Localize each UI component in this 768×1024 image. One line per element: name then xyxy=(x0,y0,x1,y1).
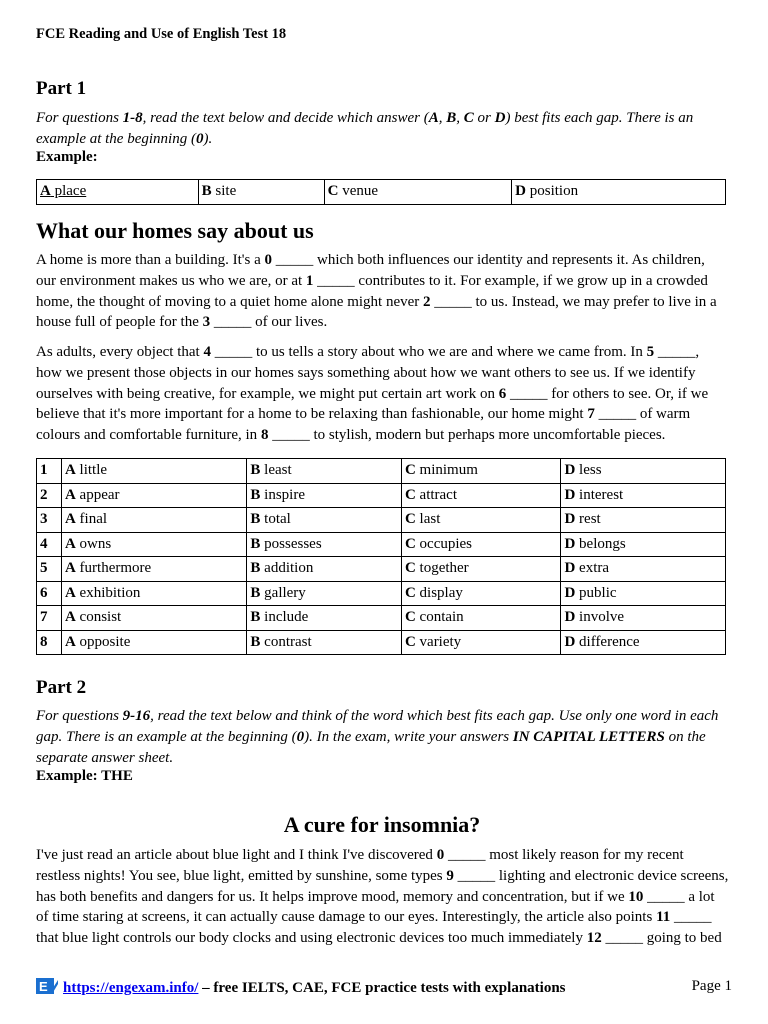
option-letter: A xyxy=(40,183,51,199)
bold-run: 0 xyxy=(195,130,204,147)
answer-option-b: B least xyxy=(247,459,402,484)
example-option-c xyxy=(324,180,512,205)
answer-row xyxy=(37,508,726,533)
question-number: 5 xyxy=(37,557,62,582)
answer-option-d: D public xyxy=(561,581,726,606)
bold-run: D xyxy=(494,110,506,126)
answer-row xyxy=(37,630,726,655)
example-row xyxy=(37,180,726,205)
text-run: ). In the exam, write your answers xyxy=(304,728,513,745)
answer-option-a: A owns xyxy=(61,532,246,557)
answer-option-c: C occupies xyxy=(401,532,561,557)
text-run: _____ to us tells a story about who we are and where we came from. In xyxy=(210,344,647,360)
text-run: _____ most likely reason for my recent restless nights! You see, blue light, emitted by sunshine, some types xyxy=(36,847,684,884)
bold-run: 0 xyxy=(296,728,305,745)
answer-option-c: C together xyxy=(401,557,561,582)
footer-tagline: – free IELTS, CAE, FCE practice tests with explanations xyxy=(198,980,566,996)
answer-option-c: C variety xyxy=(401,630,561,655)
question-number: 4 xyxy=(37,532,62,557)
bold-run: 2 xyxy=(423,293,431,310)
part1-heading: Part 1 xyxy=(36,78,87,99)
engexam-link[interactable]: https://engexam.info/ xyxy=(63,980,199,996)
option-word: venue xyxy=(338,183,379,199)
example-options-table xyxy=(36,179,726,205)
bold-run: 7 xyxy=(587,406,595,423)
answer-row xyxy=(37,483,726,508)
text-run: _____ which both influences our identity and represents it. As children, our environment makes us who we are, or at xyxy=(36,252,705,289)
part2-heading: Part 2 xyxy=(36,677,87,698)
option-word: place xyxy=(50,183,87,199)
answer-option-a: A final xyxy=(61,508,246,533)
text-run: _____ going to bed xyxy=(601,930,722,947)
part2-instructions xyxy=(36,706,728,768)
text-run: I've just read an article about blue light and I think I've discovered xyxy=(36,847,437,863)
option-word: site xyxy=(211,183,237,199)
text-run: _____ that blue light controls our body clocks and using electronic devices too much immediately xyxy=(36,909,712,947)
text-run: _____, how we present those objects in our homes says something about how we want others to see us. If we identify ourselves with being creative, for example, we might put certain art work on xyxy=(36,344,700,402)
answer-option-d: D extra xyxy=(561,557,726,582)
answer-option-c: C display xyxy=(401,581,561,606)
bold-run: A xyxy=(428,110,439,126)
text-run: For questions xyxy=(36,110,123,126)
bold-run: C xyxy=(463,110,474,126)
text-run: , read the text below and think of the word which best fits each gap. Use only one word in each gap. There is an example at the beginning ( xyxy=(36,708,719,745)
text-run: ). xyxy=(203,130,213,147)
example-option-b xyxy=(198,180,324,205)
answer-option-d: D less xyxy=(561,459,726,484)
answer-option-d: D rest xyxy=(561,508,726,533)
text-run: As adults, every object that xyxy=(36,344,204,360)
answer-option-b: B addition xyxy=(247,557,402,582)
bold-run: 11 xyxy=(656,909,671,926)
answer-option-a: A appear xyxy=(61,483,246,508)
answer-option-a: A opposite xyxy=(61,630,246,655)
answer-row xyxy=(37,581,726,606)
part2-text-title: A cure for insomnia? xyxy=(283,812,481,837)
text-run: _____ to stylish, modern but perhaps more uncomfortable pieces. xyxy=(268,427,666,444)
answer-option-c: C minimum xyxy=(401,459,561,484)
bold-run: 5 xyxy=(646,344,655,360)
bold-run: IN CAPITAL LETTERS xyxy=(512,728,665,745)
question-number: 7 xyxy=(37,606,62,631)
footer xyxy=(36,978,732,997)
text-run: A home is more than a building. It's a xyxy=(36,252,265,268)
text-run: _____ to us. Instead, we may prefer to live in a house full of people for the xyxy=(36,293,717,331)
option-letter: C xyxy=(327,183,339,199)
answer-option-a: A furthermore xyxy=(61,557,246,582)
bold-run: 3 xyxy=(202,314,211,331)
bold-run: B xyxy=(446,110,457,126)
answer-option-b: B total xyxy=(247,508,402,533)
answer-option-b: B gallery xyxy=(247,581,402,606)
question-number: 3 xyxy=(37,508,62,533)
text-run: on the separate answer sheet. xyxy=(36,728,706,766)
question-number: 2 xyxy=(37,483,62,508)
answer-option-b: B inspire xyxy=(247,483,402,508)
text-run: , xyxy=(456,110,464,126)
bold-run: 8 xyxy=(260,427,269,444)
text-run: , read the text below and decide which answer ( xyxy=(142,110,429,126)
example-option-a xyxy=(37,180,199,205)
answer-row xyxy=(37,532,726,557)
question-number: 8 xyxy=(37,630,62,655)
answer-option-a: A consist xyxy=(61,606,246,631)
answer-option-d: D difference xyxy=(561,630,726,655)
text-run: _____ for others to see. Or, if we believe that it's more important for a home to be relaxing than fashionable, our home might xyxy=(36,385,709,423)
answers-table xyxy=(36,458,726,655)
bold-run: 12 xyxy=(586,930,602,947)
text-run: _____ of our lives. xyxy=(210,314,328,331)
bold-run: 9 xyxy=(446,867,454,884)
question-number: 1 xyxy=(37,459,62,484)
answer-option-a: A little xyxy=(61,459,246,484)
answer-option-c: C last xyxy=(401,508,561,533)
answer-option-c: C contain xyxy=(401,606,561,631)
bold-run: 6 xyxy=(498,385,507,402)
engexam-logo-icon xyxy=(36,978,58,994)
answer-row xyxy=(37,606,726,631)
document-title: FCE Reading and Use of English Test 18 xyxy=(36,26,287,42)
part2-example: Example: THE xyxy=(36,768,133,784)
svg-text:E: E xyxy=(39,979,48,994)
bold-run: 4 xyxy=(203,344,211,360)
part1-paragraph-1 xyxy=(36,250,728,333)
text-run: _____ a lot of time staring at screens, it can actually cause damage to our eyes. Interestingly, the article also points xyxy=(36,888,715,926)
text-run: or xyxy=(473,110,495,126)
answer-option-d: D involve xyxy=(561,606,726,631)
answer-option-d: D interest xyxy=(561,483,726,508)
page-number: Page 1 xyxy=(691,978,732,994)
bold-run: 0 xyxy=(436,847,445,863)
question-number: 6 xyxy=(37,581,62,606)
answer-row xyxy=(37,557,726,582)
answer-option-b: B contrast xyxy=(247,630,402,655)
text-run: _____ contributes to it. For example, if we grow up in a crowded home, the thought of moving to a quiet home alone might never xyxy=(36,272,708,310)
bold-run: 10 xyxy=(628,888,644,905)
answer-option-b: B include xyxy=(247,606,402,631)
example-option-d xyxy=(512,180,726,205)
option-letter: B xyxy=(201,183,212,199)
answer-option-b: B possesses xyxy=(247,532,402,557)
bold-run: 9-16 xyxy=(122,708,151,724)
text-run: _____ of warm colours and comfortable furniture, in xyxy=(36,406,691,444)
text-run: For questions xyxy=(36,708,123,724)
answer-row xyxy=(37,459,726,484)
answer-option-c: C attract xyxy=(401,483,561,508)
part1-text-title: What our homes say about us xyxy=(36,218,314,243)
bold-run: 1 xyxy=(305,272,314,289)
text-run: , xyxy=(438,110,447,126)
option-word: position xyxy=(525,183,579,199)
text-run: _____ lighting and electronic device screens, has both benefits and dangers for us. It helps improve mood, memory and concentration, but if we xyxy=(36,867,729,905)
answer-option-a: A exhibition xyxy=(61,581,246,606)
part1-instructions xyxy=(36,108,728,150)
part1-paragraph-2 xyxy=(36,342,728,446)
bold-run: 0 xyxy=(264,252,273,268)
bold-run: 1-8 xyxy=(122,110,143,126)
option-letter: D xyxy=(515,183,526,199)
part2-paragraph xyxy=(36,845,730,949)
part1-example-label: Example: xyxy=(36,149,98,165)
answer-option-d: D belongs xyxy=(561,532,726,557)
text-run: ) best fits each gap. There is an example at the beginning ( xyxy=(36,110,694,147)
